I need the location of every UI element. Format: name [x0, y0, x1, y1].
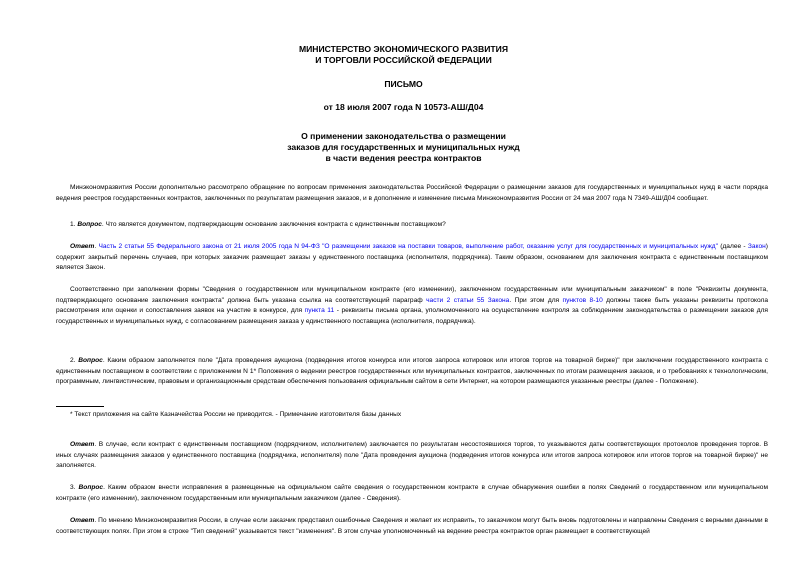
question-number: 1. — [70, 221, 78, 228]
ministry-name-line2: И ТОРГОВЛИ РОССИЙСКОЙ ФЕДЕРАЦИИ — [315, 55, 492, 65]
question-2 — [56, 356, 768, 388]
answer-1-paragraph-2: Соответственно при заполнении формы "Сведения о государственном или муниципальном контракте (его изменении), заключенном государственным или муниципальным заказчиком" в поле "Реквизиты документа, подтверждающего основание заключения контракта" должна быть указана ссылка на соответствующий параграф части 2 статьи 55 Закона. При этом для пунктов 8-10 должны также быть указаны реквизиты протокола рассмотрения или оценки и сопоставления заявок на участие в конкурсе, для пункта 11 - реквизиты письма органа, уполномоченного на осуществление контроля за соблюдением законодательства о размещении заказов для государственных и муниципальных нужд, с согласованием размещения заказа у единственного поставщика (исполнителя, подрядчика). — [56, 286, 768, 325]
question-number: 3. — [70, 484, 79, 491]
subject-line2: заказов для государственных и муниципальных нужд — [287, 142, 520, 152]
question-number: 2. — [70, 357, 79, 364]
answer-label: Ответ — [70, 243, 95, 250]
question-text: . Каким образом внести исправления в размещенные на официальном сайте сведения о государственном контракте в случае обнаружения ошибки в полях Сведений о государственном или муниципальном контракте (его изменении), заключенном государственным или муниципальным заказчиком (далее - Сведения). — [56, 484, 768, 502]
question-label: Вопрос — [78, 484, 104, 491]
question-3 — [56, 483, 768, 504]
document-type: ПИСЬМО — [384, 79, 423, 89]
question-text: . Что является документом, подтверждающим основание заключения контракта с единственным поставщиком? — [101, 221, 446, 228]
answer-text: . В случае, если контракт с единственным поставщиком (подрядчиком, исполнителем) заключается по результатам несостоявшихся торгов, то указываются даты соответствующих протоколов проведения торгов. В иных случаях размещения заказов у единственного поставщика (подрядчика, исполнителя) поле "Дата проведения аукциона (подведения итогов конкурса или итогов запроса котировок или итогов торгов на товарной бирже)" не заполняется. — [56, 441, 768, 469]
item-11-link[interactable]: пункта 11 — [304, 307, 335, 314]
law-short-link[interactable]: Закон — [747, 243, 766, 250]
answer-text: . По мнению Минэкономразвития России, в случае если заказчик представил ошибочные Сведения и желает их исправить, то заказчиком могут быть вновь подготовлены и направлены Сведения с верными данными в соответствующих полях. При этом в строке "Тип сведений" указывается текст "изменения". В этом случае уполномоченный на ведение реестра контрактов орган размещает в соответствующей — [56, 517, 768, 535]
answer-1: Ответ. Часть 2 статьи 55 Федерального закона от 21 июля 2005 года N 94-ФЗ "О размещении заказов на поставки товаров, выполнение работ, оказание услуг для государственных и муниципальных нужд" (далее - Закон) содержит закрытый перечень случаев, при которых заказчик размещает заказы у единственного поставщика (исполнителя, подрядчика). Таким образом, основанием для заключения контракта с единственным поставщиком является Закон. — [56, 243, 768, 271]
footnote-divider — [56, 406, 104, 407]
question-text: . Каким образом заполняется поле "Дата проведения аукциона (подведения итогов конкурса или итогов запроса котировок или итогов торгов на товарной бирже)" при заключении государственного контракта с единственным поставщиком в соответствии с приложением N 1* Положения о ведении реестров государственных или муниципальных контрактов, заключенных по итогам размещения заказов, и о требованиях к технологическим, программным, лингвистическим, правовым и организационным средствам обеспечения пользования официальным сайтом в сети Интернет, на котором размещаются указанные реестры (далее - Положение). — [56, 357, 768, 385]
question-label: Вопрос — [78, 357, 103, 364]
answer-3 — [56, 516, 768, 537]
footnote: * Текст приложения на сайте Казначейства России не приводится. - Примечание изготовителя базы данных — [70, 411, 402, 418]
ministry-name-line1: МИНИСТЕРСТВО ЭКОНОМИЧЕСКОГО РАЗВИТИЯ — [298, 44, 509, 54]
subject-line3: в части ведения реестра контрактов — [325, 153, 482, 163]
items-8-10-link[interactable]: пунктов 8-10 — [562, 296, 603, 304]
law-link[interactable]: Часть 2 статьи 55 Федерального закона от 21 июля 2005 года N 94-ФЗ "О размещении заказов на поставки товаров, выполнение работ, оказание услуг для государственных и муниципальных нужд" — [98, 243, 718, 250]
question-1 — [56, 220, 768, 231]
answer-label: Ответ — [70, 441, 95, 448]
article-55-link[interactable]: части 2 статьи 55 Закона — [426, 296, 510, 304]
question-label: Вопрос — [77, 221, 102, 228]
subject-line1: О применении законодательства о размещении — [301, 131, 506, 141]
document-date-number: от 18 июля 2007 года N 10573-АШ/Д04 — [323, 102, 484, 112]
intro-paragraph: Минэкономразвития России дополнительно рассмотрело обращение по вопросам применения законодательства Российской Федерации о размещении заказов для государственных и муниципальных нужд в части порядка ведения реестров государственных контрактов, заключенных по результатам размещения заказов, и в дополнение и изменение письма Минэкономразвития России от 24 мая 2007 года N 7349-АШ/Д04 сообщает. — [56, 184, 768, 202]
answer-label: Ответ — [70, 517, 95, 524]
answer-2 — [56, 440, 768, 472]
